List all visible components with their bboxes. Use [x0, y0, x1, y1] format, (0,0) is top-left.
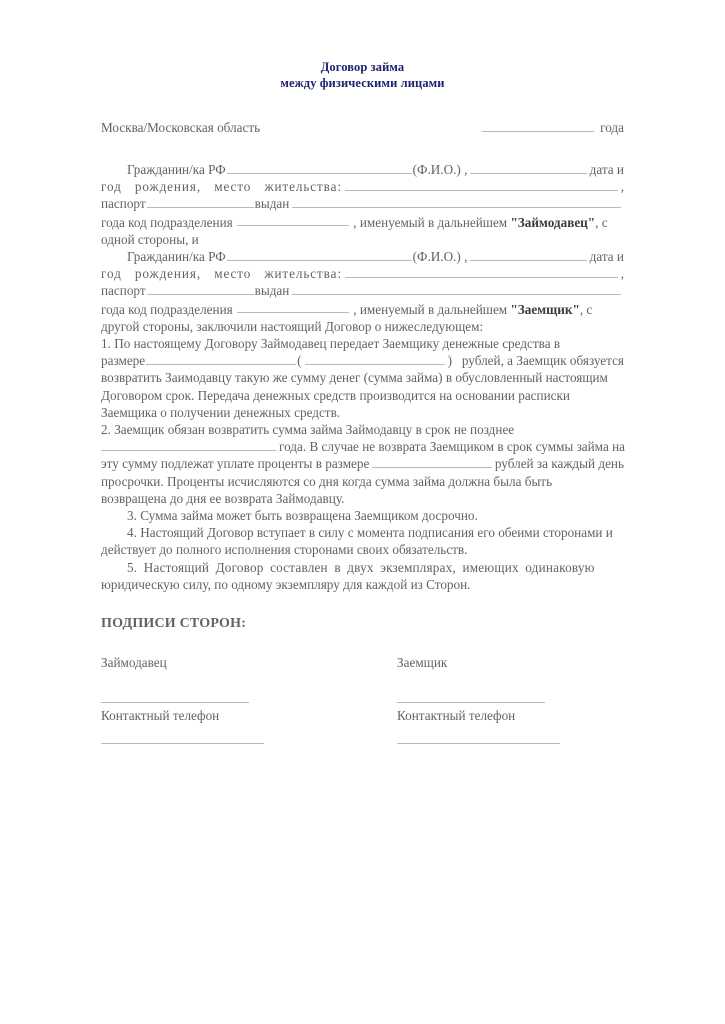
- lender-named-prefix: , именуемый в дальнейшем: [353, 214, 508, 230]
- clause-1-line-1: 1. По настоящему Договору Займодавец передает Заемщику денежные средства в: [101, 336, 561, 352]
- lender-fio-input[interactable]: [227, 161, 412, 174]
- lender-code-label: года код подразделения: [101, 214, 233, 230]
- clause-2-line-4: просрочки. Проценты исчисляются со дня когда сумма займа должна была быть: [101, 473, 553, 489]
- lender-citizen-label: Гражданин/ка РФ: [127, 162, 226, 177]
- lender-phone-caption: Контактный телефон: [101, 708, 220, 724]
- page-title: [101, 0, 624, 91]
- lender-passport-row: [101, 195, 624, 212]
- borrower-fio-row: [101, 248, 624, 265]
- city-label: Москва/Московская область: [101, 120, 261, 135]
- interest-amount-input[interactable]: [372, 455, 492, 468]
- lender-signature-column: [101, 654, 397, 744]
- clause-1-amount-label: размере: [101, 353, 146, 369]
- clause-4: [101, 524, 624, 558]
- lender-code-line: [101, 213, 624, 231]
- date-field-group: [482, 118, 624, 136]
- borrower-passport-row: [101, 282, 624, 299]
- clause-2-line-5: возвращена до дня ее возврата Займодавцу.: [101, 490, 345, 506]
- borrower-address-row: [101, 265, 624, 282]
- lender-passport-label: паспорт: [101, 196, 146, 212]
- lender-fio-caption: (Ф.И.О.) ,: [412, 162, 468, 177]
- lender-tail-line: одной стороны, и: [101, 231, 199, 247]
- lender-issued-label: выдан: [254, 196, 290, 212]
- borrower-birth-tail-label: дата и: [589, 249, 624, 265]
- clause-2: [101, 421, 624, 507]
- clause-1-line-5: Заемщика о получении денежных средств.: [101, 404, 341, 420]
- borrower-address-comma: ,: [620, 266, 624, 282]
- clause-5: [101, 559, 624, 593]
- clause-1-amount-row: [101, 352, 624, 369]
- clause-3: 3. Сумма займа может быть возвращена Заемщиком досрочно.: [127, 508, 478, 524]
- borrower-code-label: года код подразделения: [101, 301, 233, 317]
- lender-passport-input[interactable]: [147, 195, 254, 208]
- borrower-tail-line: другой стороны, заключили настоящий Договор о нижеследующем:: [101, 318, 484, 334]
- borrower-signature-line[interactable]: [397, 702, 545, 703]
- title-line-2: между физическими лицами: [280, 75, 445, 90]
- borrower-code-line: [101, 300, 624, 318]
- lender-subdivision-code-input[interactable]: [237, 213, 349, 226]
- lender-tail-1: , с: [595, 214, 608, 230]
- lender-fio-row: [101, 161, 624, 178]
- city-date-row: [101, 118, 624, 136]
- borrower-birthdate-input[interactable]: [470, 248, 586, 261]
- document-content: [101, 0, 624, 744]
- borrower-phone-line[interactable]: [397, 743, 560, 744]
- clause-4-line-1: 4. Настоящий Договор вступает в силу с момента подписания его обеими сторонами и: [127, 525, 613, 541]
- borrower-passport-label: паспорт: [101, 283, 146, 299]
- borrower-fio-caption: (Ф.И.О.) ,: [412, 249, 468, 265]
- clause-5-line-2: юридическую силу, по одному экземпляру для каждой из Сторон.: [101, 576, 471, 592]
- borrower-address-label: год рождения, место жительства:: [101, 266, 342, 282]
- lender-signature-role: Займодавец: [101, 655, 167, 671]
- signatures-grid: [101, 654, 624, 744]
- clause-2-term-row: [101, 438, 624, 455]
- borrower-tail-1: , с: [579, 301, 593, 317]
- signatures-heading: ПОДПИСИ СТОРОН:: [101, 616, 247, 632]
- loan-amount-words-input[interactable]: [305, 352, 445, 365]
- clause-2-line-1: 2. Заемщик обязан возвратить сумма займа Займодавцу в срок не позднее: [101, 422, 515, 438]
- borrower-signature-role: Заемщик: [397, 655, 448, 671]
- lender-address-input[interactable]: [345, 178, 618, 191]
- borrower-named-prefix: , именуемый в дальнейшем: [353, 301, 508, 317]
- lender-address-comma: ,: [620, 179, 624, 195]
- lender-birthdate-input[interactable]: [470, 161, 586, 174]
- borrower-signature-column: [397, 654, 624, 744]
- clause-1-line-4: Договором срок. Передача денежных средств производится на основании расписки: [101, 387, 570, 403]
- date-blank-input[interactable]: [482, 118, 594, 132]
- lender-party-name: "Займодавец": [510, 214, 596, 230]
- clause-2-interest-row: [101, 455, 624, 472]
- title-line-1: Договор займа: [320, 60, 405, 74]
- lender-signature-line[interactable]: [101, 702, 249, 703]
- borrower-citizen-label: Гражданин/ка РФ: [127, 249, 226, 265]
- loan-amount-digits-input[interactable]: [146, 352, 296, 365]
- borrower-passport-input[interactable]: [147, 282, 254, 295]
- borrower-subdivision-code-input[interactable]: [237, 300, 349, 313]
- clause-2-line-2-post: года. В случае не возврата Заемщиком в срок суммы займа на: [279, 439, 626, 455]
- lender-issued-by-input[interactable]: [292, 195, 621, 208]
- lender-party-block: [101, 161, 624, 248]
- clause-2-interest-label: эту сумму подлежат уплате проценты в размере: [101, 456, 370, 472]
- repayment-deadline-input[interactable]: [101, 438, 276, 451]
- borrower-address-input[interactable]: [345, 265, 618, 278]
- borrower-party-name: "Заемщик": [510, 301, 580, 317]
- borrower-party-block: [101, 248, 624, 335]
- contract-body: [101, 161, 624, 744]
- lender-address-label: год рождения, место жительства:: [101, 179, 342, 195]
- borrower-issued-by-input[interactable]: [292, 282, 621, 295]
- borrower-issued-label: выдан: [254, 283, 290, 299]
- lender-address-row: [101, 178, 624, 195]
- borrower-phone-caption: Контактный телефон: [397, 708, 516, 724]
- borrower-fio-input[interactable]: [227, 248, 412, 261]
- clause-1-line-3: возвратить Заимодавцу такую же сумму денег (сумма займа) в обусловленный настоящим: [101, 370, 608, 386]
- clause-1-line-2-post: ) рублей, а Заемщик обязуется: [447, 353, 624, 369]
- date-suffix-label: года: [600, 120, 624, 135]
- clause-2-line-3-post: рублей за каждый день: [494, 456, 624, 472]
- lender-birth-tail-label: дата и: [589, 162, 624, 177]
- clause-4-line-2: действует до полного исполнения сторонами своих обязательств.: [101, 542, 468, 558]
- clause-5-line-1: 5. Настоящий Договор составлен в двух экземплярах, имеющих одинаковую: [127, 559, 595, 575]
- lender-phone-line[interactable]: [101, 743, 264, 744]
- clause-1: [101, 335, 624, 421]
- clause-1-paren-open: (: [297, 353, 302, 369]
